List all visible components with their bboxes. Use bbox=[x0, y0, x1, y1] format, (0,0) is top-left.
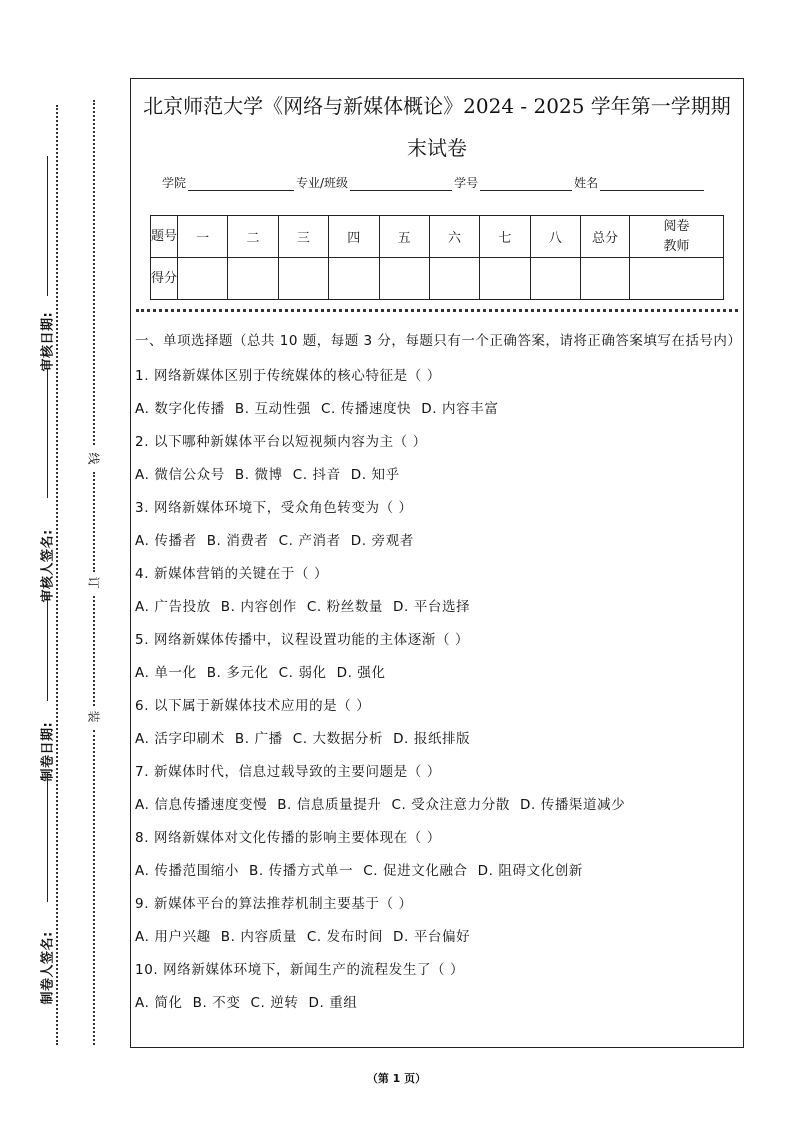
question-stem: 9. 新媒体平台的算法推荐机制主要基于（ ） bbox=[135, 896, 413, 912]
option-item: D. 重组 bbox=[308, 995, 358, 1011]
option-item: B. 传播方式单一 bbox=[248, 863, 354, 879]
column-2: 二 bbox=[228, 216, 278, 258]
score-cell[interactable] bbox=[278, 258, 328, 300]
column-grader: 阅卷教师 bbox=[630, 216, 724, 258]
student-id-label: 学号 bbox=[454, 176, 479, 190]
student-info-row bbox=[162, 174, 706, 191]
column-6: 六 bbox=[429, 216, 479, 258]
binding-dotted-line bbox=[93, 100, 95, 445]
score-table-header-row bbox=[151, 216, 724, 258]
review-date-label: 审核日期: bbox=[40, 311, 56, 372]
name-blank[interactable] bbox=[600, 178, 704, 191]
dotted-separator bbox=[136, 309, 738, 312]
question-options bbox=[135, 393, 740, 426]
option-item: A. 传播范围缩小 bbox=[135, 863, 239, 879]
option-item: B. 多元化 bbox=[206, 665, 269, 681]
question-stem: 7. 新媒体时代，信息过载导致的主要问题是（ ） bbox=[135, 764, 441, 780]
score-table-score-row bbox=[151, 258, 724, 300]
question-options bbox=[135, 855, 740, 888]
question-stem: 10. 网络新媒体环境下，新闻生产的流程发生了（ ） bbox=[135, 962, 465, 978]
score-cell[interactable] bbox=[581, 258, 630, 300]
binding-mark-bind: 装 bbox=[86, 710, 101, 723]
question-stem: 2. 以下哪种新媒体平台以短视频内容为主（ ） bbox=[135, 434, 427, 450]
option-item: A. 用户兴趣 bbox=[135, 929, 211, 945]
question-options bbox=[135, 525, 740, 558]
major-class-blank[interactable] bbox=[350, 178, 452, 191]
option-item: C. 传播速度快 bbox=[320, 401, 412, 417]
option-item: B. 不变 bbox=[192, 995, 241, 1011]
option-item: C. 弱化 bbox=[278, 665, 327, 681]
major-class-label: 专业/班级 bbox=[296, 176, 349, 190]
option-item: D. 平台偏好 bbox=[393, 929, 471, 945]
student-id-blank[interactable] bbox=[480, 178, 572, 191]
option-item: A. 数字化传播 bbox=[135, 401, 225, 417]
question-stem: 3. 网络新媒体环境下，受众角色转变为（ ） bbox=[135, 500, 413, 516]
option-item: B. 内容质量 bbox=[220, 929, 297, 945]
option-item: D. 报纸排版 bbox=[393, 731, 471, 747]
option-item: A. 活字印刷术 bbox=[135, 731, 225, 747]
signature-line bbox=[47, 368, 48, 498]
signature-line bbox=[47, 596, 48, 701]
option-item: C. 粉丝数量 bbox=[306, 599, 384, 615]
option-item: B. 互动性强 bbox=[234, 401, 311, 417]
option-item: B. 信息质量提升 bbox=[277, 797, 382, 813]
question-options bbox=[135, 789, 740, 822]
question-number-header: 题号 bbox=[151, 216, 178, 258]
option-item: C. 促进文化融合 bbox=[363, 863, 468, 879]
option-item: B. 消费者 bbox=[206, 533, 269, 549]
question-options bbox=[135, 987, 740, 1020]
option-item: D. 强化 bbox=[336, 665, 386, 681]
option-item: A. 广告投放 bbox=[135, 599, 211, 615]
question-list bbox=[135, 360, 740, 1020]
signature-line bbox=[47, 156, 48, 296]
exam-title bbox=[130, 88, 744, 166]
option-item: D. 阻碍文化创新 bbox=[477, 863, 584, 879]
option-item: A. 传播者 bbox=[135, 533, 197, 549]
option-item: A. 简化 bbox=[135, 995, 183, 1011]
option-item: A. 单一化 bbox=[135, 665, 197, 681]
option-item: D. 旁观者 bbox=[350, 533, 414, 549]
score-cell[interactable] bbox=[228, 258, 278, 300]
score-cell[interactable] bbox=[329, 258, 379, 300]
question-options bbox=[135, 921, 740, 954]
name-label: 姓名 bbox=[574, 176, 599, 190]
column-5: 五 bbox=[379, 216, 429, 258]
option-item: B. 微博 bbox=[234, 467, 283, 483]
option-item: B. 内容创作 bbox=[220, 599, 297, 615]
binding-dotted-line bbox=[56, 105, 58, 1045]
question-options bbox=[135, 657, 740, 690]
option-item: B. 广播 bbox=[234, 731, 283, 747]
question-options bbox=[135, 459, 740, 492]
score-row-header: 得分 bbox=[151, 258, 178, 300]
option-item: C. 抖音 bbox=[292, 467, 341, 483]
score-cell[interactable] bbox=[480, 258, 530, 300]
option-item: C. 大数据分析 bbox=[292, 731, 384, 747]
option-item: C. 产消者 bbox=[278, 533, 341, 549]
section-heading: 一、单项选择题（总共 10 题，每题 3 分，每题只有一个正确答案，请将正确答案填写在括号内） bbox=[135, 333, 742, 349]
option-item: D. 传播渠道减少 bbox=[519, 797, 626, 813]
title-line-1: 北京师范大学《网络与新媒体概论》2024 - 2025 学年第一学期期 bbox=[143, 94, 731, 118]
option-item: A. 微信公众号 bbox=[135, 467, 225, 483]
question-stem: 1. 网络新媒体区别于传统媒体的核心特征是（ ） bbox=[135, 368, 441, 384]
score-cell[interactable] bbox=[530, 258, 580, 300]
exam-content bbox=[135, 330, 740, 1020]
paper-date-label: 制卷日期: bbox=[40, 721, 56, 782]
option-item: C. 受众注意力分散 bbox=[391, 797, 510, 813]
question-stem: 4. 新媒体营销的关键在于（ ） bbox=[135, 566, 329, 582]
signature-line bbox=[47, 772, 48, 902]
column-1: 一 bbox=[178, 216, 228, 258]
score-cell[interactable] bbox=[178, 258, 228, 300]
column-3: 三 bbox=[278, 216, 328, 258]
option-item: D. 内容丰富 bbox=[421, 401, 499, 417]
binding-dotted-line bbox=[93, 596, 95, 706]
question-stem: 6. 以下属于新媒体技术应用的是（ ） bbox=[135, 698, 371, 714]
option-item: C. 发布时间 bbox=[306, 929, 384, 945]
binding-mark-staple: 订 bbox=[86, 576, 101, 589]
option-item: C. 逆转 bbox=[250, 995, 299, 1011]
page-number: （第 1 页） bbox=[366, 1072, 427, 1085]
score-cell[interactable] bbox=[379, 258, 429, 300]
column-7: 七 bbox=[480, 216, 530, 258]
question-stem: 8. 网络新媒体对文化传播的影响主要体现在（ ） bbox=[135, 830, 441, 846]
column-total: 总分 bbox=[581, 216, 630, 258]
option-item: D. 知乎 bbox=[350, 467, 400, 483]
option-item: A. 信息传播速度变慢 bbox=[135, 797, 268, 813]
college-label: 学院 bbox=[162, 176, 187, 190]
column-8: 八 bbox=[530, 216, 580, 258]
reviewer-signature-label: 审核人签名: bbox=[40, 529, 56, 603]
score-table bbox=[150, 215, 724, 300]
score-cell[interactable] bbox=[630, 258, 724, 300]
question-options bbox=[135, 723, 740, 756]
column-4: 四 bbox=[329, 216, 379, 258]
score-cell[interactable] bbox=[429, 258, 479, 300]
binding-dotted-line bbox=[93, 472, 95, 572]
option-item: D. 平台选择 bbox=[393, 599, 471, 615]
question-options bbox=[135, 591, 740, 624]
title-line-2: 末试卷 bbox=[407, 136, 467, 160]
question-stem: 5. 网络新媒体传播中，议程设置功能的主体逐渐（ ） bbox=[135, 632, 470, 648]
college-blank[interactable] bbox=[188, 178, 294, 191]
paper-maker-signature-label: 制卷人签名: bbox=[40, 931, 56, 1005]
binding-mark-line: 线 bbox=[86, 452, 101, 465]
binding-dotted-line bbox=[93, 730, 95, 1045]
